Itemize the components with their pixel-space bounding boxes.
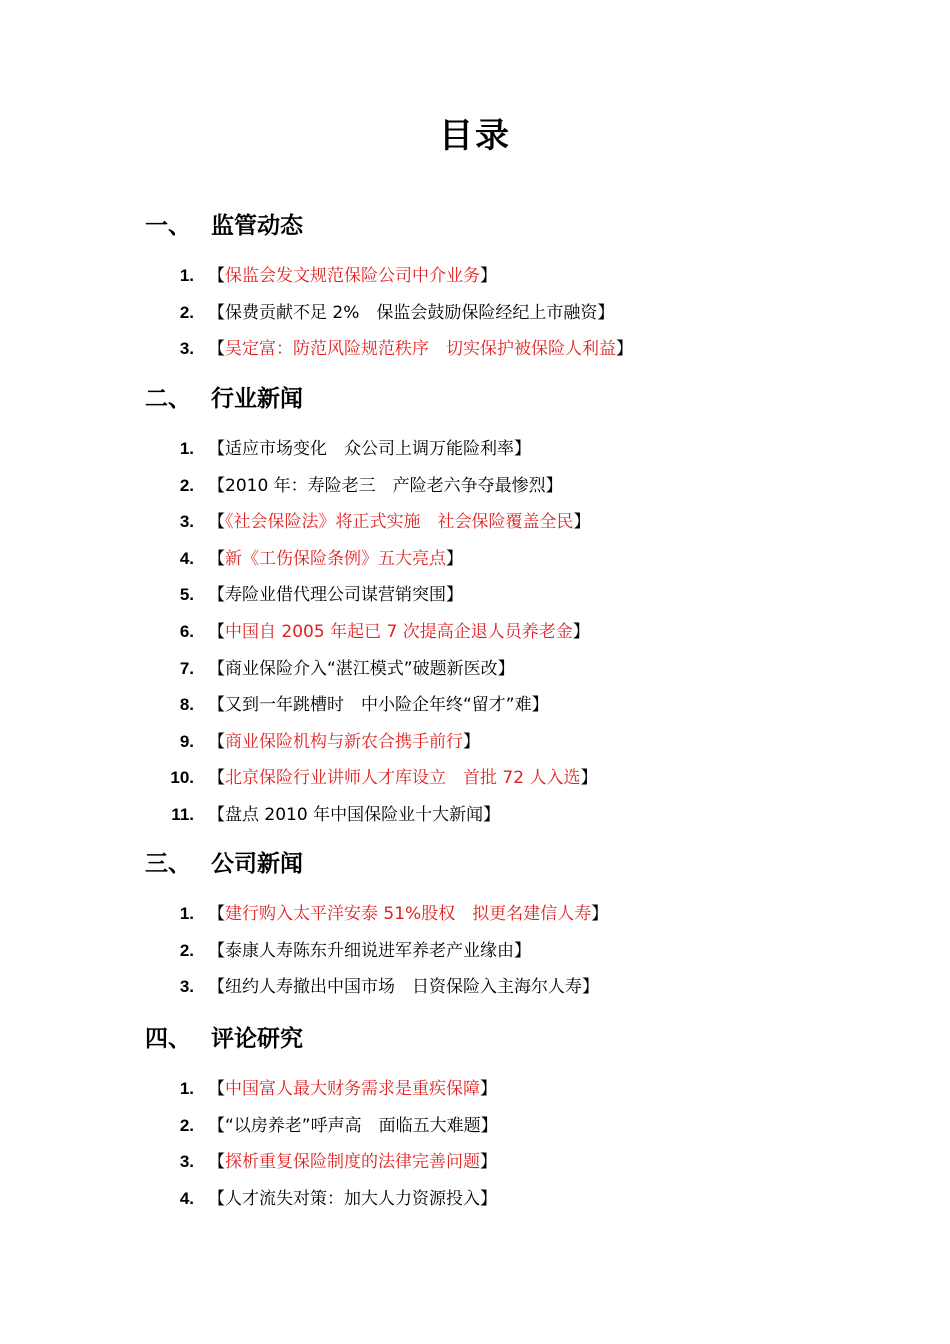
toc-entry[interactable] (0, 969, 950, 1005)
bracket-open: 【 (208, 1079, 225, 1099)
toc-entry[interactable] (0, 760, 950, 796)
entry-text: 寿险业借代理公司谋营销突围 (225, 585, 446, 606)
entry-title[interactable] (208, 431, 531, 467)
entry-text: 泰康人寿陈东升细说进军养老产业缘由 (225, 940, 514, 961)
toc-entry[interactable] (0, 724, 950, 760)
bracket-open: 【 (208, 585, 225, 606)
section-title: 公司新闻 (211, 851, 303, 877)
toc-entry[interactable] (0, 896, 950, 932)
section-number: 一、 (145, 213, 191, 239)
entry-title[interactable] (208, 797, 500, 833)
bracket-close: 】 (573, 512, 591, 533)
entry-text: 盘点 2010 年中国保险业十大新闻 (225, 805, 484, 825)
entry-title[interactable] (208, 577, 463, 613)
entry-number: 1. (179, 266, 194, 285)
entry-number: 4. (179, 548, 194, 568)
toc-entry[interactable] (0, 258, 950, 294)
entry-number: 3. (179, 977, 194, 997)
bracket-close: 】 (480, 1115, 498, 1136)
entry-title[interactable] (208, 724, 480, 760)
entry-title[interactable] (208, 651, 515, 687)
entry-title[interactable] (208, 933, 531, 969)
entry-title[interactable] (208, 295, 614, 331)
bracket-close: 】 (514, 439, 531, 459)
entry-title[interactable] (208, 760, 597, 796)
toc-entry[interactable] (0, 797, 950, 833)
bracket-open: 【 (208, 439, 225, 459)
entry-text: 《社会保险法》将正式实施 社会保险覆盖全民 (225, 512, 574, 533)
entry-title[interactable] (208, 969, 599, 1005)
bracket-close: 】 (582, 977, 599, 998)
bracket-close: 】 (446, 548, 463, 569)
entry-number: 8. (179, 695, 194, 715)
entry-text: 中国富人最大财务需求是重疾保障 (225, 1079, 480, 1099)
entry-number: 3. (179, 512, 194, 532)
entry-title[interactable] (208, 1108, 498, 1144)
entry-number: 2. (179, 1115, 194, 1135)
bracket-open: 【 (208, 731, 225, 752)
entry-title[interactable] (208, 1144, 497, 1180)
toc-entry[interactable] (0, 614, 950, 650)
section-title: 监管动态 (211, 213, 303, 239)
section-number: 三、 (145, 851, 191, 877)
toc-entry[interactable] (0, 295, 950, 331)
bracket-close: 】 (480, 1152, 497, 1173)
toc-entry[interactable] (0, 1181, 950, 1217)
entry-title[interactable] (208, 258, 497, 294)
toc-entry[interactable] (0, 687, 950, 723)
entry-title[interactable] (208, 1071, 497, 1107)
bracket-close: 】 (545, 475, 563, 496)
bracket-open: 【 (208, 1188, 225, 1209)
section-heading (145, 1021, 303, 1057)
bracket-close: 】 (597, 302, 615, 323)
entry-text: 商业保险介入“湛江模式”破题新医改 (225, 658, 498, 679)
bracket-close: 】 (446, 585, 463, 606)
entry-number: 5. (179, 585, 194, 605)
section-title: 行业新闻 (211, 386, 303, 412)
entry-title[interactable] (208, 687, 549, 723)
bracket-close: 】 (480, 1079, 497, 1099)
section-title: 评论研究 (211, 1026, 303, 1052)
entry-title[interactable] (208, 896, 608, 932)
bracket-open: 【 (208, 768, 225, 789)
page-title: 目录 (439, 116, 511, 156)
bracket-close: 】 (514, 940, 531, 961)
entry-number: 2. (179, 475, 194, 495)
toc-entry[interactable] (0, 1071, 950, 1107)
toc-entry[interactable] (0, 431, 950, 467)
entry-number: 10. (170, 768, 194, 788)
entry-text: 保监会发文规范保险公司中介业务 (225, 266, 480, 286)
bracket-close: 】 (480, 1188, 497, 1209)
entry-number: 11. (171, 805, 194, 824)
entry-number: 1. (179, 439, 194, 458)
toc-entry[interactable] (0, 933, 950, 969)
toc-entry[interactable] (0, 1108, 950, 1144)
entry-text: 建行购入太平洋安泰 51%股权 拟更名建信人寿 (225, 904, 592, 924)
bracket-close: 】 (463, 731, 480, 752)
toc-entry[interactable] (0, 468, 950, 504)
entry-number: 4. (179, 1188, 194, 1208)
entry-number: 6. (179, 622, 194, 641)
toc-entry[interactable] (0, 504, 950, 540)
section-number: 四、 (145, 1026, 191, 1052)
entry-number: 9. (179, 731, 194, 751)
bracket-close: 】 (483, 805, 501, 825)
bracket-close: 】 (497, 658, 515, 679)
bracket-open: 【 (208, 302, 225, 323)
bracket-open: 【 (208, 805, 225, 825)
entry-number: 2. (179, 940, 194, 960)
bracket-open: 【 (208, 1152, 225, 1173)
bracket-close: 】 (591, 904, 609, 924)
entry-title[interactable] (208, 331, 633, 367)
section-heading (145, 381, 303, 417)
entry-title[interactable] (208, 614, 590, 650)
entry-title[interactable] (208, 541, 463, 577)
bracket-open: 【 (208, 1115, 225, 1136)
entry-text: 中国自 2005 年起已 7 次提高企退人员养老金 (225, 622, 573, 642)
section-heading (145, 846, 303, 882)
bracket-open: 【 (208, 512, 225, 533)
bracket-close: 】 (580, 768, 598, 789)
entry-text: 2010 年：寿险老三 产险老六争夺最惨烈 (225, 475, 546, 496)
entry-text: 新《工伤保险条例》五大亮点 (225, 548, 446, 569)
entry-text: 又到一年跳槽时 中小险企年终“留才”难 (225, 695, 532, 716)
toc-entry[interactable] (0, 331, 950, 367)
entry-text: “以房养老”呼声高 面临五大难题 (225, 1115, 481, 1136)
entry-text: 商业保险机构与新农合携手前行 (225, 731, 463, 752)
toc-entry[interactable] (0, 651, 950, 687)
entry-number: 2. (179, 302, 194, 322)
bracket-open: 【 (208, 266, 225, 286)
bracket-open: 【 (208, 658, 225, 679)
entry-text: 吴定富：防范风险规范秩序 切实保护被保险人利益 (225, 339, 616, 360)
bracket-open: 【 (208, 977, 225, 998)
bracket-close: 】 (616, 339, 633, 360)
toc-entry[interactable] (0, 541, 950, 577)
bracket-close: 】 (572, 622, 590, 642)
bracket-open: 【 (208, 695, 225, 716)
bracket-open: 【 (208, 475, 225, 496)
entry-text: 保费贡献不足 2% 保监会鼓励保险经纪上市融资 (225, 302, 598, 323)
entry-number: 1. (179, 904, 194, 923)
bracket-open: 【 (208, 940, 225, 961)
entry-text: 纽约人寿撤出中国市场 日资保险入主海尔人寿 (225, 977, 582, 998)
entry-text: 适应市场变化 众公司上调万能险利率 (225, 439, 514, 459)
entry-title[interactable] (208, 1181, 497, 1217)
bracket-close: 】 (480, 266, 497, 286)
entry-title[interactable] (208, 468, 563, 504)
entry-number: 3. (179, 1152, 194, 1172)
bracket-open: 【 (208, 339, 225, 360)
section-heading (145, 208, 303, 244)
toc-entry[interactable] (0, 1144, 950, 1180)
entry-title[interactable] (208, 504, 591, 540)
bracket-close: 】 (531, 695, 549, 716)
entry-number: 1. (179, 1079, 194, 1098)
bracket-open: 【 (208, 622, 225, 642)
bracket-open: 【 (208, 904, 225, 924)
toc-entry[interactable] (0, 577, 950, 613)
section-number: 二、 (145, 386, 191, 412)
bracket-open: 【 (208, 548, 225, 569)
entry-text: 人才流失对策：加大人力资源投入 (225, 1188, 480, 1209)
entry-text: 探析重复保险制度的法律完善问题 (225, 1152, 480, 1173)
entry-number: 3. (179, 339, 194, 359)
entry-number: 7. (179, 658, 194, 678)
entry-text: 北京保险行业讲师人才库设立 首批 72 人入选 (225, 768, 581, 789)
